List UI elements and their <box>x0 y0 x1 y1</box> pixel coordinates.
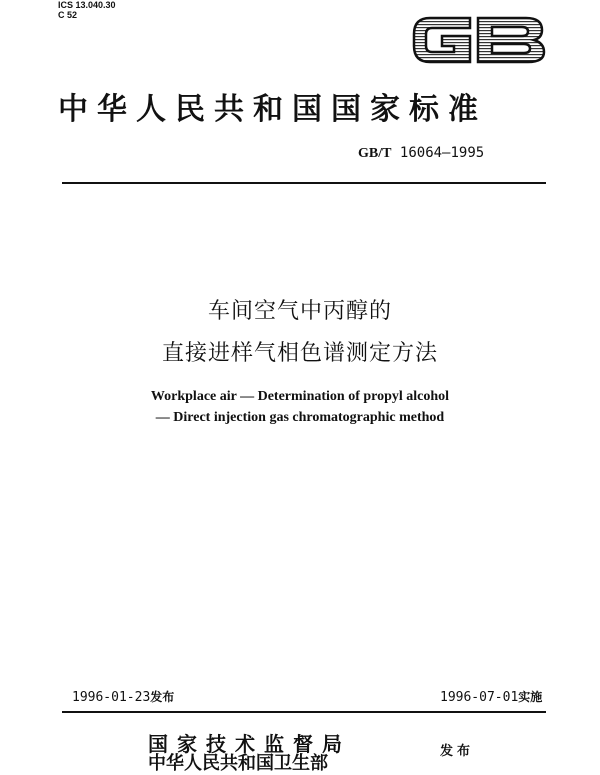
bottom-divider <box>62 711 546 713</box>
ics-code: ICS 13.040.30 <box>58 0 116 10</box>
implement-date-value: 1996-07-01 <box>440 690 519 705</box>
implement-date-label: 实施 <box>518 690 543 704</box>
ccs-code: C 52 <box>58 10 78 20</box>
classification-block <box>58 0 116 20</box>
en-title-line1: Workplace air — Determination of propyl alcohol <box>150 389 450 404</box>
top-divider <box>62 182 546 184</box>
gb-logo-icon <box>408 12 550 68</box>
issuer-line1: 国家技术监督局 <box>148 732 351 756</box>
cn-title-line1: 车间空气中丙醇的 <box>207 299 392 324</box>
issuer-line2: 中华人民共和国卫生部 <box>148 753 328 774</box>
standard-number-prefix: GB/T <box>358 146 392 161</box>
issue-date-label: 发布 <box>150 690 175 704</box>
cn-title-line2: 直接进样气相色谱测定方法 <box>161 341 438 366</box>
en-title-line2: — Direct injection gas chromatographic method <box>155 410 445 425</box>
issue-date-value: 1996-01-23 <box>72 690 151 705</box>
implement-date <box>440 688 542 705</box>
standard-number-value: 16064—1995 <box>399 145 485 161</box>
publish-label: 发布 <box>440 744 475 759</box>
standard-title: 中华人民共和国国家标准 <box>58 92 487 127</box>
issue-date <box>72 688 174 705</box>
standard-number <box>358 145 484 162</box>
